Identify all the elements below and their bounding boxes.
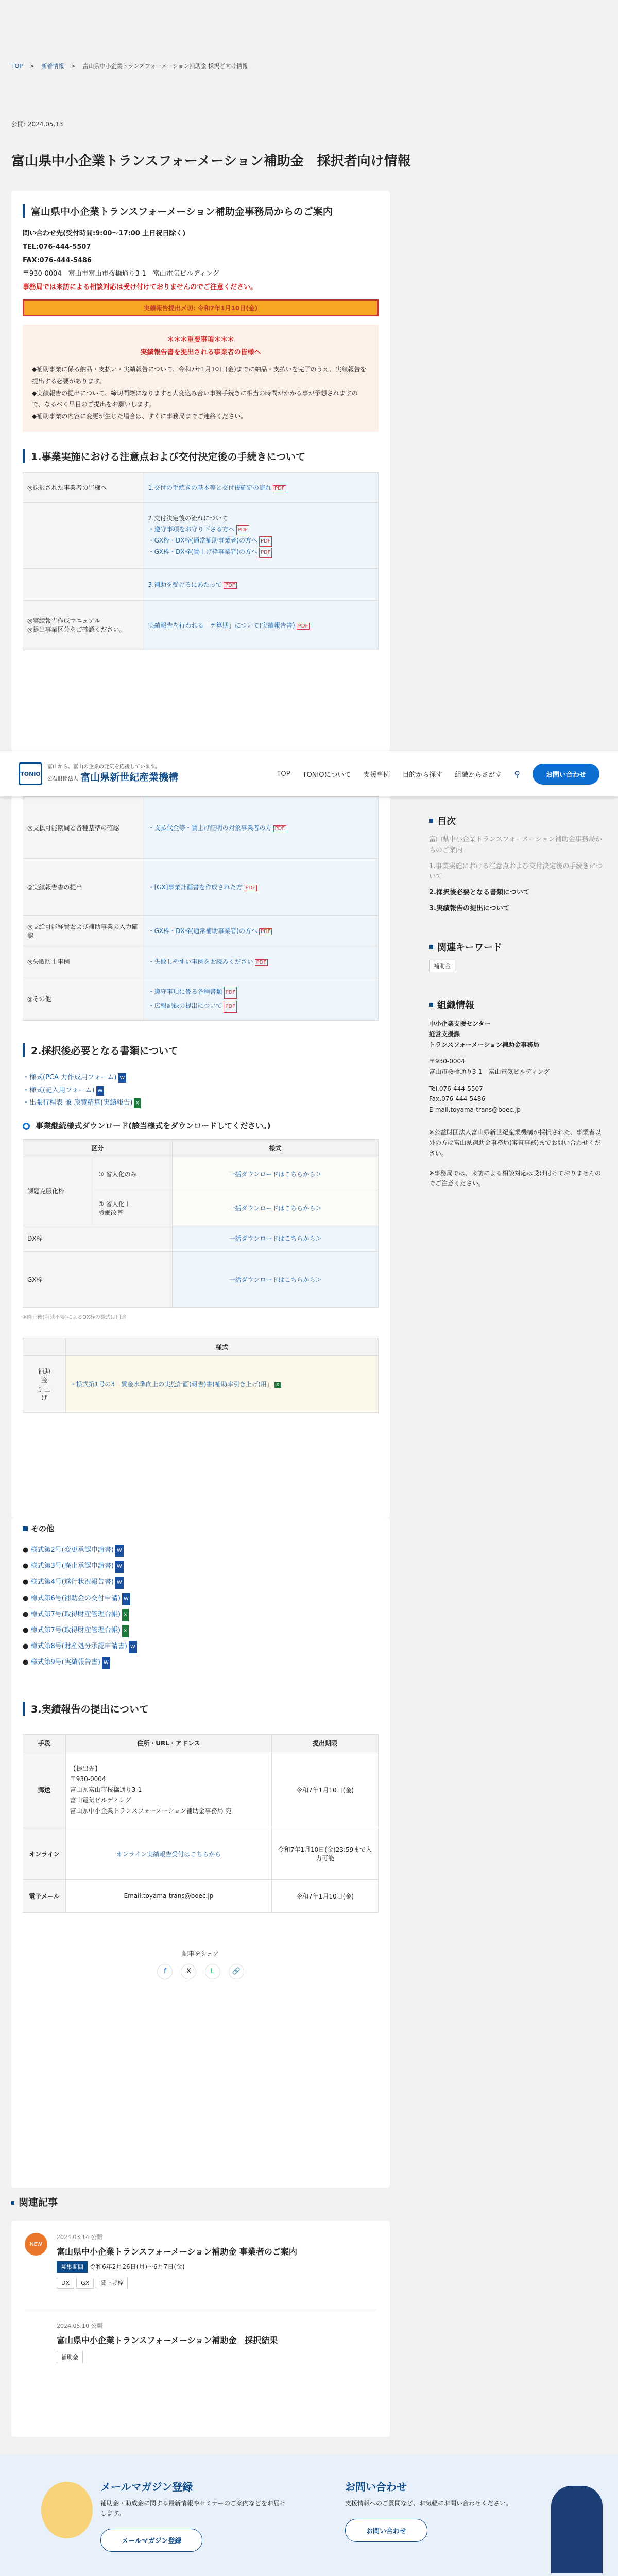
doc-link[interactable]: ・GX枠・DX枠(通常補助事業者)の方へ — [148, 537, 258, 545]
form-link[interactable]: 様式第7号(取得財産管理台帳) — [30, 1610, 121, 1618]
form-link[interactable]: ・出張行程表 兼 旅費精算(実績報告) — [23, 1099, 133, 1107]
pdf-icon: PDF — [259, 928, 272, 935]
toc-heading: 目次 — [429, 814, 607, 827]
line-icon[interactable]: L — [205, 1964, 220, 1979]
table-note: ※廃止後(削減不要)によるDX枠の様式は別途 — [23, 1315, 126, 1321]
tag-chip[interactable]: 賃上げ枠 — [96, 2277, 128, 2289]
org-line: トランスフォーメーション補助金事務局 — [429, 1041, 539, 1048]
keyword-heading: 関連キーワード — [429, 940, 607, 954]
inq-desc: 支援情報へのご質問など、お気軽にお問い合わせください。 — [345, 2500, 512, 2507]
site-header — [0, 751, 618, 796]
column-header: 手段 — [23, 1734, 66, 1752]
contact-button[interactable]: お問い合わせ — [533, 764, 599, 785]
excel-icon: X — [274, 1382, 281, 1388]
table-row — [23, 600, 379, 650]
form-link[interactable]: 様式第2号(変更承認申請書) — [30, 1546, 114, 1554]
method-detail: 【提出先】 〒930-0004 富山県富山市桜橋通り3-1 富山電気ビルディング 富山県中小企業トランスフォーメーション補助金事務局 宛 — [65, 1752, 271, 1828]
form-link[interactable]: ・様式(PCA 力作成用フォーム) — [23, 1074, 117, 1081]
important-item: ◆補助事業に係る納品・支払い・実績報告について、令和7年1月10日(金)までに納品・支払いを完了のうえ、実績報告を提出する必要があります。 — [32, 366, 367, 385]
table-row — [23, 859, 379, 916]
form-link[interactable]: 様式第7号(取得財産管理台帳) — [30, 1626, 121, 1634]
row-sub: ③ 省人化のみ — [94, 1157, 173, 1191]
form-item: ● 様式第9号(実績報告書) W — [23, 1654, 379, 1670]
square-icon — [23, 1526, 28, 1531]
form-item: ● 様式第6号(補助金の交付申請) W — [23, 1590, 379, 1606]
table-header-row — [23, 1140, 379, 1157]
orange-badge-icon: NEW — [25, 2233, 47, 2256]
important-item: ◆実績報告の提出について、締切間際になりますと大変込み合い事務手続きに相当の時間がかかる事が予想されますので、なるべく早目のご提出をお願いします。 — [32, 389, 358, 409]
logo-name: 富山県新世紀産業機構 — [80, 771, 179, 783]
form-link[interactable]: 様式第3号(廃止承認申請書) — [30, 1562, 114, 1570]
pdf-icon: PDF — [273, 825, 286, 832]
doc-link[interactable]: ・遵守事項に係る各種書類 — [148, 988, 222, 995]
important-item: ◆補助事業の内容に変更が生じた場合は、すぐに事務局までご連絡ください。 — [32, 413, 247, 420]
bulk-download-link[interactable]: 一括ダウンロードはこちらから＞ — [229, 1205, 322, 1212]
org-line: Tel.076-444-5507 — [429, 1084, 483, 1092]
others-heading: その他 — [23, 1523, 379, 1534]
row-group: DX枠 — [23, 1225, 173, 1252]
breadcrumb-separator: > — [71, 63, 76, 70]
facebook-icon[interactable]: f — [157, 1964, 173, 1979]
form-item: ● 様式第8号(財産処分承認申請書) W — [23, 1638, 379, 1654]
x-icon[interactable]: X — [181, 1964, 196, 1979]
doc-link[interactable]: 実績報告を行われる「テ算期」について(実績報告書) — [148, 621, 295, 629]
form-link[interactable]: 様式第9号(実績報告書) — [30, 1658, 100, 1667]
toc-item[interactable]: 富山県中小企業トランスフォーメーション補助金事務局からのご案内 — [429, 836, 602, 854]
circle-icon — [23, 1123, 30, 1130]
nav-purpose[interactable]: 目的から探す — [402, 771, 443, 779]
table-row — [23, 916, 379, 946]
bullet-icon — [429, 945, 433, 949]
notice-line: TEL:076-444-5507 — [23, 243, 91, 251]
article-date: 2024.03.14 公開 — [57, 2234, 102, 2241]
doc-link[interactable]: 3.補助を受けるにあたって — [148, 581, 222, 588]
mag-title: メールマガジン登録 — [100, 2481, 193, 2493]
notice-heading: 富山県中小企業トランスフォーメーション補助金事務局からのご案内 — [23, 204, 379, 218]
method-due: 令和7年1月10日(金)23:59まで入力可能 — [272, 1828, 379, 1879]
nav-cases[interactable]: 支援事例 — [363, 771, 390, 779]
article-card-continued — [11, 796, 390, 1518]
pdf-icon: PDF — [244, 885, 256, 891]
pdf-icon: PDF — [224, 987, 237, 999]
footer-cta — [0, 2455, 618, 2576]
toc-item[interactable]: 3.実績報告の提出について — [429, 904, 510, 912]
submission-table — [23, 1734, 379, 1913]
raise-table — [23, 1338, 379, 1413]
section3-heading: 3.実績報告の提出について — [23, 1702, 379, 1716]
toc-item[interactable]: 1.事業実施における注意点および交付決定後の手続きについて — [429, 862, 603, 881]
tag-chip[interactable]: 補助金 — [57, 2351, 83, 2363]
column-header: 住所・URL・アドレス — [65, 1734, 271, 1752]
row-group: 課題克服化枠 — [23, 1157, 94, 1225]
column-header: 様式 — [172, 1140, 378, 1157]
word-icon: W — [102, 1657, 110, 1669]
excel-icon: X — [122, 1625, 129, 1637]
person-illustration-icon — [551, 2486, 603, 2573]
pdf-icon: PDF — [236, 525, 249, 535]
breadcrumb-news[interactable]: 新着情報 — [41, 63, 64, 70]
method-label: オンライン — [23, 1828, 66, 1879]
article-card — [11, 191, 390, 751]
important-title: ＊＊＊重要事項＊＊＊ — [167, 336, 234, 344]
article-period: 令和6年2月26日(月)〜6月7日(金) — [90, 2263, 185, 2270]
word-icon: W — [115, 1545, 124, 1557]
search-icon[interactable]: ⚲ — [514, 769, 520, 779]
mail-illustration-icon — [41, 2482, 93, 2538]
form-item: ● 様式第7号(取得財産管理台帳) X — [23, 1622, 379, 1638]
article-title[interactable]: 富山県中小企業トランスフォーメーション補助金 事業者のご案内 — [57, 2247, 297, 2257]
doc-text: 2.交付決定後の流れについて — [148, 514, 228, 522]
nav-org[interactable]: 組織からさがす — [455, 771, 502, 779]
form-link[interactable]: ・様式(記入用フォーム) — [23, 1086, 95, 1094]
table-row — [23, 1225, 379, 1252]
row-label: ◎採択された事業者の皆様へ — [23, 472, 144, 502]
method-due: 令和7年1月10日(金) — [272, 1752, 379, 1828]
sidebar — [429, 814, 607, 1189]
excel-icon: X — [122, 1609, 129, 1621]
bullet-icon — [11, 2201, 14, 2205]
nav-about[interactable]: TONIOについて — [302, 771, 351, 779]
row-label: ◎失敗防止事例 — [23, 946, 144, 977]
toc-item[interactable]: 2.採択後必要となる書類について — [429, 889, 530, 897]
table-header-row — [23, 1734, 379, 1752]
doc-link[interactable]: ・遵守事項をお守り下さる方へ — [148, 526, 235, 533]
section2-heading: 2.採択後必要となる書類について — [23, 1043, 379, 1057]
breadcrumb-top[interactable]: TOP — [11, 63, 23, 70]
online-submit-link[interactable]: オンライン実績報告受付はこちらから — [116, 1850, 221, 1858]
breadcrumb-separator: > — [29, 63, 35, 70]
tag-chip[interactable]: DX — [57, 2278, 74, 2289]
form-item: ● 様式第2号(変更承認申請書) W — [23, 1542, 379, 1558]
logo-tagline: 富山から、富山の企業の元気を応援しています。 — [47, 764, 161, 770]
doc-link[interactable]: ・GX枠・DX枠(賃上げ枠事業者)の方へ — [148, 548, 258, 556]
form-link[interactable]: 様式第4号(遂行状況報告書) — [30, 1578, 114, 1586]
bulk-download-link[interactable]: 一括ダウンロードはこちらから＞ — [229, 1276, 322, 1284]
word-icon: W — [96, 1086, 105, 1096]
breadcrumb — [11, 62, 253, 70]
article-title[interactable]: 富山県中小企業トランスフォーメーション補助金 採択結果 — [57, 2335, 278, 2345]
notice-warning: 事務局では来訪による相談対応は受け付けておりませんのでご注意ください。 — [23, 283, 258, 291]
inq-title: お問い合わせ — [345, 2481, 407, 2493]
org-line: 経営支援課 — [429, 1030, 460, 1038]
pdf-icon: PDF — [297, 623, 310, 630]
form-item: ● 様式第7号(取得財産管理台帳) X — [23, 1606, 379, 1622]
org-line: 中小企業支援センター — [429, 1020, 491, 1027]
important-sub: 実績報告書を提出される事業者の皆様へ — [140, 349, 261, 357]
site-logo[interactable] — [19, 762, 178, 785]
download-heading: 事業継続様式ダウンロード(該当様式をダウンロードしてください。) — [23, 1120, 379, 1131]
doc-link[interactable]: ・様式第1号の3「賃金水準向上の実施計画(報告)書(補助率引き上げ)用」 — [70, 1381, 273, 1388]
notice-line: FAX:076-444-5486 — [23, 257, 92, 264]
column-header: 様式 — [65, 1338, 378, 1356]
mag-desc: 補助金・助成金に関する最新情報やセミナーのご案内などをお届けします。 — [100, 2500, 286, 2517]
notice-line: 〒930-0004 富山市富山市桜橋通り3-1 富山電気ビルディング — [23, 270, 219, 278]
table-row — [23, 977, 379, 1021]
word-icon: W — [122, 1593, 130, 1605]
published-date: 公開: 2024.05.13 — [11, 121, 63, 128]
row-label: ◎支給可能経費および補助事業の入力確認 — [23, 916, 144, 946]
row-group: GX枠 — [23, 1252, 173, 1308]
column-header: 区分 — [23, 1140, 173, 1157]
pdf-icon: PDF — [224, 582, 236, 589]
nav-top[interactable]: TOP — [277, 770, 290, 778]
related-heading: 関連記事 — [11, 2195, 58, 2209]
share-label: 記事をシェア — [182, 1950, 219, 1957]
notice-line: 問い合わせ先(受付時間:9:00〜17:00 土日祝日除く) — [23, 230, 186, 238]
row-label: ◎その他 — [23, 977, 144, 1021]
column-header: 提出期限 — [272, 1734, 379, 1752]
org-line: 〒930-0004 — [429, 1057, 465, 1065]
email-address[interactable]: Email:toyama-trans@boec.jp — [65, 1879, 271, 1912]
row-label: ◎支払可能期間と各種基準の確認 — [23, 797, 144, 859]
table-row — [23, 1752, 379, 1828]
word-icon: W — [129, 1641, 137, 1653]
method-due: 令和7年1月10日(金) — [272, 1879, 379, 1912]
table-row — [23, 1828, 379, 1879]
pdf-icon: PDF — [224, 1001, 236, 1013]
org-line[interactable]: E-mail.toyama-trans@boec.jp — [429, 1106, 521, 1113]
excel-icon: X — [134, 1098, 141, 1108]
method-label: 電子メール — [23, 1879, 66, 1912]
org-note: ※公益財団法人富山県新世紀産業機構が採択された、事業者以外の方は富山県補助金事務局(審査事務)までお問い合わせください。 — [429, 1128, 602, 1157]
doc-link[interactable]: ・[GX]事業計画書を作成された方 — [148, 884, 243, 891]
word-icon: W — [118, 1073, 126, 1083]
word-icon: W — [115, 1561, 124, 1573]
org-heading: 組織情報 — [429, 998, 607, 1011]
table-row — [23, 568, 379, 600]
org-note: ※事務局では、来訪による相談対応は受け付けておりませんのでご注意ください。 — [429, 1170, 602, 1188]
row-sub: ③ 省人化＋ 労働改善 — [94, 1191, 173, 1225]
doc-link[interactable]: ・広報記録の提出について — [148, 1002, 222, 1009]
table-row — [23, 1879, 379, 1912]
breadcrumb-current: 富山県中小企業トランスフォーメーション補助金 採択者向け情報 — [82, 63, 248, 70]
bullet-icon — [429, 1003, 433, 1007]
table-row — [23, 797, 379, 859]
tonio-logo-icon: TONIO — [19, 762, 42, 785]
row-label: ◎実績報告作成マニュアル ◎提出事業区分をご確認ください。 — [23, 600, 144, 650]
table-row — [23, 502, 379, 568]
keyword-tag[interactable]: 補助金 — [429, 960, 455, 972]
bulk-download-link[interactable]: 一括ダウンロードはこちらから＞ — [229, 1235, 322, 1243]
table-row — [23, 1157, 379, 1191]
org-line: 富山市桜橋通り3-1 富山電気ビルディング — [429, 1068, 550, 1076]
form-item: ● 様式第4号(遂行状況報告書) W — [23, 1574, 379, 1590]
form-link[interactable]: 様式第6号(補助金の交付申請) — [30, 1594, 121, 1602]
download-table — [23, 1139, 379, 1308]
form-item: ● 様式第3号(廃止承認申請書) W — [23, 1558, 379, 1574]
bullet-icon — [429, 819, 433, 823]
section1-table — [23, 472, 379, 650]
pdf-icon: PDF — [255, 959, 268, 966]
pdf-icon: PDF — [273, 485, 286, 492]
logo-org: 公益財団法人 — [47, 776, 78, 782]
doc-link[interactable]: ・支払代金等・賃上げ証明の対象事業者の方 — [148, 824, 272, 832]
doc-link[interactable]: ・失敗しやすい事例をお読みください — [148, 958, 253, 965]
deadline-banner: 実績報告提出〆切: 令和7年1月10日(金) — [23, 299, 379, 316]
important-box — [23, 325, 379, 432]
bulk-download-link[interactable]: 一括ダウンロードはこちらから＞ — [229, 1171, 322, 1178]
status-badge: 募集期間 — [57, 2261, 88, 2273]
table-row — [23, 472, 379, 502]
word-icon: W — [115, 1577, 124, 1589]
doc-link[interactable]: ・GX枠・DX枠(通常補助事業者)の方へ — [148, 927, 258, 935]
table-row — [23, 1252, 379, 1308]
table-row — [23, 1356, 379, 1413]
org-line: Fax.076-444-5486 — [429, 1095, 486, 1103]
section1-table-continued — [23, 796, 379, 1021]
row-label: ◎実績報告書の提出 — [23, 859, 144, 916]
link-copy-icon[interactable]: 🔗 — [229, 1964, 244, 1979]
tag-chip[interactable]: GX — [76, 2278, 94, 2289]
row-label: 補助 金 引上 げ — [23, 1356, 66, 1413]
newsletter-button[interactable]: メールマガジン登録 — [100, 2529, 202, 2552]
table-header-row — [23, 1338, 379, 1356]
inquiry-button[interactable]: お問い合わせ — [345, 2519, 427, 2542]
article-card-forms — [11, 1518, 390, 2188]
article-date: 2024.05.10 公開 — [57, 2323, 102, 2329]
section1-heading: 1.事業実施における注意点および交付決定後の手続きについて — [23, 449, 379, 463]
related-card[interactable] — [11, 2221, 390, 2437]
pdf-icon: PDF — [259, 548, 272, 558]
doc-link[interactable]: 1.交付の手続きの基本等と交付後確定の流れ — [148, 484, 272, 492]
table-row — [23, 946, 379, 977]
form-link[interactable]: 様式第8号(財産処分承認申請書) — [30, 1642, 127, 1651]
page-title: 富山県中小企業トランスフォーメーション補助金 採択者向け情報 — [11, 154, 411, 169]
method-label: 郵送 — [23, 1752, 66, 1828]
pdf-icon: PDF — [259, 536, 272, 547]
